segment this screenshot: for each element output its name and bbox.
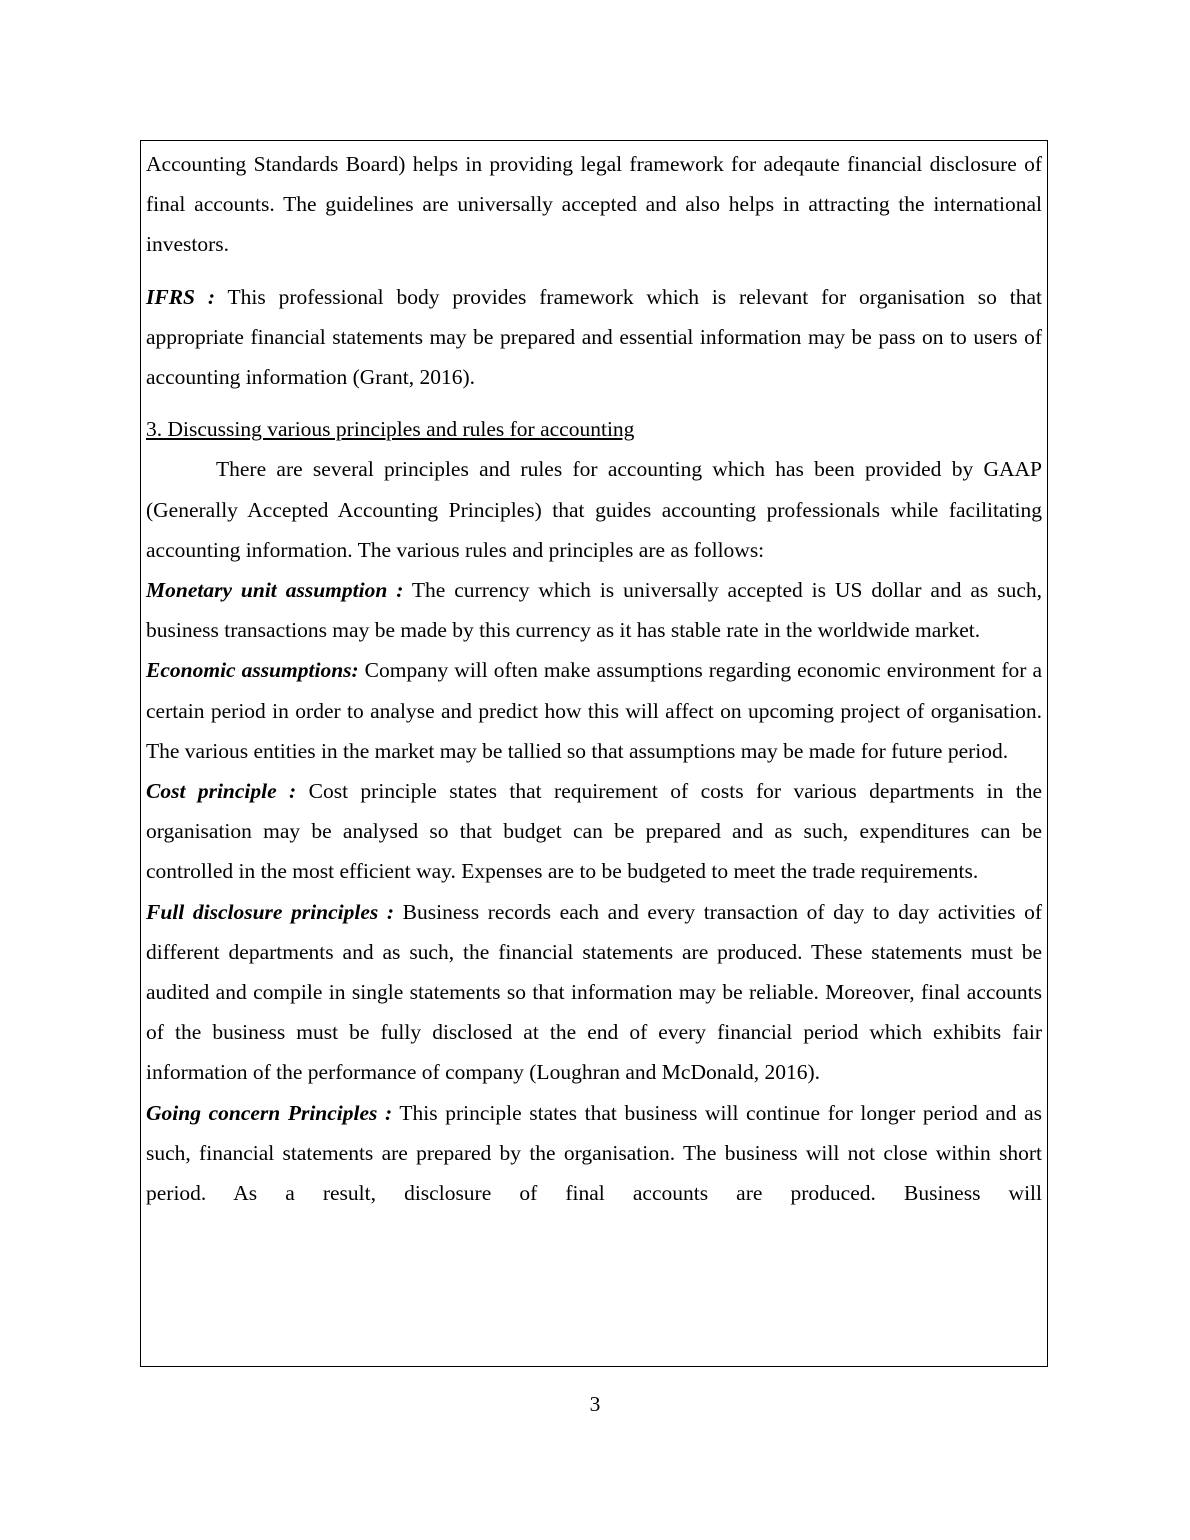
full-disclosure-text: Business records each and every transaction of day to day activities of different departments and as such, the financial statements are produced. These statements must be audited and compile in single statements so that information may be reliable. Moreover, final accounts of the business must be fully disclosed at the end of every financial period which exhibits fair information of the performance of company (Loughran and McDonald, 2016). [146,899,1042,1085]
going-concern-paragraph [146,1093,1042,1214]
page-content-frame [140,140,1048,1367]
cost-principle-text: Cost principle states that requirement of costs for various departments in the organisation may be analysed so that budget can be prepared and as such, expenditures can be controlled in the most efficient way. Expenses are to be budgeted to meet the trade requirements. [146,779,1043,884]
monetary-unit-text: The currency which is universally accepted is US dollar and as such, business transactions may be made by this currency as it has stable rate in the worldwide market. [146,578,1042,643]
monetary-unit-paragraph [146,570,1042,650]
cost-principle-term: Cost principle : [146,779,297,804]
going-concern-term: Going concern Principles : [146,1100,393,1125]
monetary-unit-term: Monetary unit assumption : [146,578,404,603]
full-disclosure-term: Full disclosure principles : [146,899,395,924]
going-concern-text: This principle states that business will continue for longer period and as such, financial statements are prepared by the organisation. The business will not close within short period. As a result, disclosure of final accounts are produced. Business will [146,1100,1043,1206]
section-intro-paragraph: There are several principles and rules for accounting which has been provided by GAAP (Generally Accepted Accounting Principles) that guides accounting professionals while facilitating accounting information. The various rules and principles are as follows: [146,457,1042,562]
economic-assumptions-term: Economic assumptions: [146,658,359,683]
ifrs-paragraph [146,277,1042,398]
economic-assumptions-text: Company will often make assumptions regarding economic environment for a certain period in order to analyse and predict how this will affect on upcoming project of organisation. The various entities in the market may be tallied so that assumptions may be made for future period. [146,658,1042,763]
section-heading: 3. Discussing various principles and rules for accounting [146,417,635,442]
economic-assumptions-paragraph [146,650,1042,771]
ifrs-text: This professional body provides framework which is relevant for organisation so that appropriate financial statements may be prepared and essential information may be pass on to users of accounting information (Grant, 2016). [146,284,1043,390]
full-disclosure-paragraph [146,892,1042,1093]
cost-principle-paragraph [146,771,1042,892]
ifrs-term: IFRS : [146,284,216,309]
page-number: 3 [589,1392,601,1416]
intro-continuation-paragraph: Accounting Standards Board) helps in providing legal framework for adeqaute financial disclosure of final accounts. The guidelines are universally accepted and also helps in attracting the international investors. [146,152,1042,257]
